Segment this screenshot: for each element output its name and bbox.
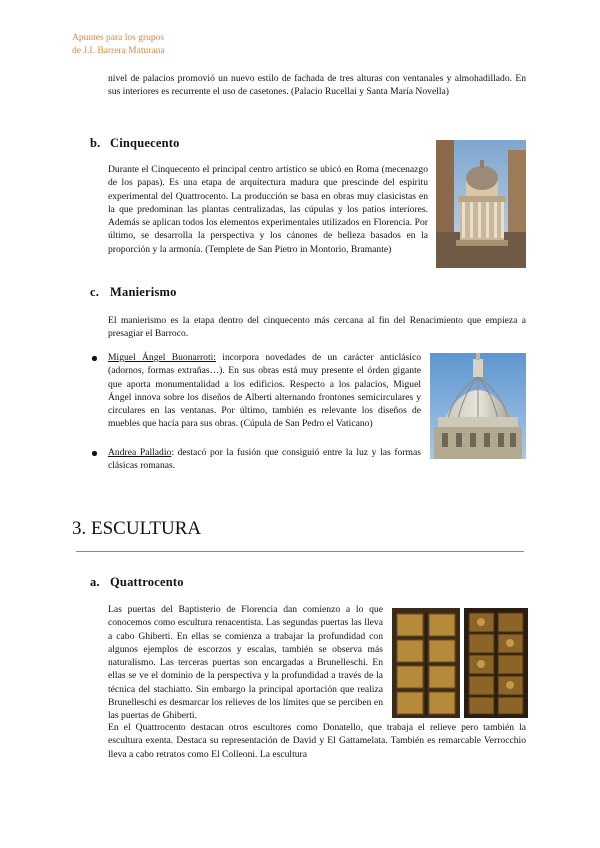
bullet-miguel-angel <box>108 351 421 431</box>
section-heading-quattrocento <box>90 575 184 590</box>
chapter-heading: 3. ESCULTURA <box>72 518 202 539</box>
bullet-marker <box>92 356 97 361</box>
section-title: Manierismo <box>110 285 177 299</box>
bullet-palladio <box>108 446 421 473</box>
baptistery-door-image-2 <box>464 608 528 718</box>
section-heading-cinquecento <box>90 136 180 151</box>
quattrocento-paragraph-2: En el Quattrocento destacan otros escultores como Donatello, que trabaja el relieve pero también la escultura exenta. Destaca su representación de David y El Gattamelata. También es remarcable Verrocchio lleva a cabo retratos como El Colleoni. La escultura <box>108 722 526 760</box>
section-letter: c. <box>90 285 100 299</box>
section-heading-manierismo <box>90 285 177 300</box>
section-letter: a. <box>90 575 100 589</box>
cinquecento-paragraph: Durante el Cinquecento el principal centro artístico se ubicó en Roma (mecenazgo de los papas). Es una etapa de arquitectura madura que prescinde del espíritu experimental del Quattrocento. La producción se basa en obras muy clasicistas en la que predominan las plantas centralizadas, las cúpulas y los patios interiores. Además se aplican todos los elementos experimentales utilizados en Florencia. Por último, se desarrolla la perspectiva y los cánones de belleza basados en la proporción y la armonía. (Templete de San Pietro in Montorio, Bramante) <box>108 164 428 255</box>
heading-divider <box>76 551 524 552</box>
st-peters-dome-image <box>430 353 526 459</box>
bullet-text: : destacó por la fusión que consiguió entre la luz y las formas clásicas romanas. <box>108 447 422 472</box>
bullet-text: incorpora novedades de un carácter anticlásico (adornos, formas extrañas…). En sus obras está muy presente el órden gigante que aporta monumentalidad a los edificios. Respecto a los palacios, Miguel Ángel innova sobre los diseños de Alberti alternando frontones semicirculares y circulares en las ventanas. Por último, también es relevante los diseños de muebles que hacía para sus obras. (Cúpula de San Pedro el Vaticano) <box>108 352 421 430</box>
section-title: Cinquecento <box>110 136 180 150</box>
tempietto-image <box>436 140 526 268</box>
manierismo-intro: El manierismo es la etapa dentro del cinquecento más cercana al fin del Renacimiento que empieza a presagiar el Barroco. <box>108 315 526 340</box>
document-header <box>72 32 232 58</box>
section-title: Quattrocento <box>110 575 184 589</box>
intro-paragraph: nivel de palacios promovió un nuevo estilo de fachada de tres alturas con ventanales y almohadillado. En sus interiores es recurrente el uso de casetones. (Palacio Rucellai y Santa María Novella) <box>108 73 526 98</box>
artist-name: Miguel Ángel Buonarroti: <box>108 352 216 363</box>
header-line-1: Apuntes para los grupos <box>72 33 165 43</box>
quattrocento-paragraph-1: Las puertas del Baptisterio de Florencia dan comienzo a lo que conocemos como escultura renacentista. Las segundas puertas las lleva a cabo Ghiberti. En ellas se comienza a trabajar la profundidad con algunos ejemplos de escorzos y escalas, también se observa más naturalismo. Las terceras puertas son encargadas a Brunelleschi. En ellas se ve el dominio de la perspectiva y la profundidad a través de la técnica del stachiatto. Sin embargo la principal aportación que realiza Brunelleschi es desmarcar los relieves de los límites que se perciben en las puertas de Ghiberti. <box>108 604 383 722</box>
artist-name: Andrea Palladio <box>108 447 172 458</box>
bullet-marker <box>92 451 97 456</box>
header-line-2: de J.I. Barrera Maturana <box>72 46 165 56</box>
section-letter: b. <box>90 136 101 150</box>
baptistery-door-image-1 <box>392 608 460 718</box>
